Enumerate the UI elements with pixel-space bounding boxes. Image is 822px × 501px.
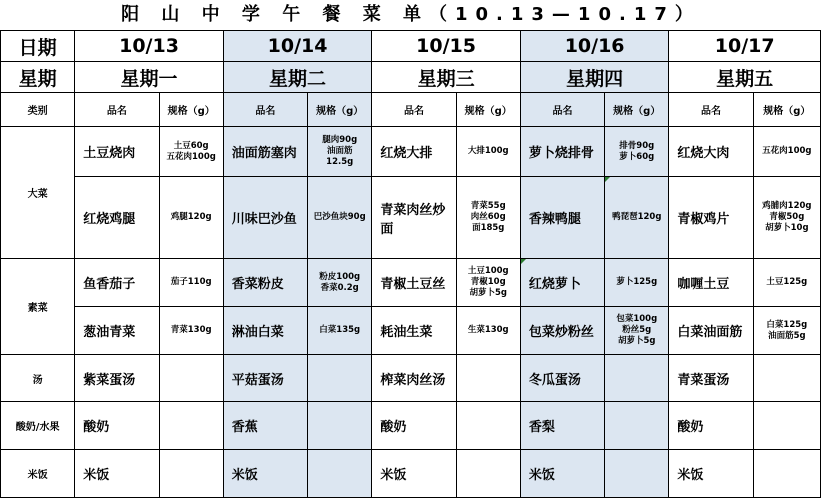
category-rice: 米饭 [1,450,75,498]
dish-name: 香菜粉皮 [223,259,307,307]
dish-name: 青椒鸡片 [669,177,753,259]
date-mon: 10/13 [75,31,224,62]
spec-header: 规格（g） [456,93,520,127]
soup-fri: 青菜蛋汤 [669,355,753,402]
date-thu: 10/16 [520,31,669,62]
soup-mon: 紫菜蛋汤 [75,355,159,402]
rice-mon: 米饭 [75,450,159,498]
empty-spec [308,402,372,450]
date-label: 日期 [1,31,75,62]
dish-name: 白菜油面筋 [669,307,753,355]
yogurt-fri: 酸奶 [669,402,753,450]
subheader-row [1,93,821,127]
dish-spec: 巴沙鱼块90g [308,177,372,259]
dish-name: 咖喱土豆 [669,259,753,307]
empty-spec [605,355,669,402]
dish-name: 包菜炒粉丝 [520,307,604,355]
yogurt-thu: 香梨 [520,402,604,450]
dish-spec: 土豆125g [753,259,820,307]
dish-header: 品名 [520,93,604,127]
lunch-menu-table [0,30,821,498]
dish-name: 鱼香茄子 [75,259,159,307]
dish-name: 耗油生菜 [372,307,456,355]
dish-spec: 土豆60g 五花肉100g [159,127,223,177]
dish-name: 青椒土豆丝 [372,259,456,307]
soup-row [1,355,821,402]
veg-row-1 [1,259,821,307]
dish-spec: 土豆100g 青椒10g 胡萝卜5g [456,259,520,307]
weekday-label: 星期 [1,62,75,93]
page-title: 阳 山 中 学 午 餐 菜 单（10.13—10.17） [121,4,701,25]
dish-spec: 腿肉90g 油面筋 12.5g [308,127,372,177]
empty-spec [605,450,669,498]
dish-spec: 茄子110g [159,259,223,307]
dish-name: 土豆烧肉 [75,127,159,177]
spec-header: 规格（g） [308,93,372,127]
category-main: 大菜 [1,127,75,259]
main-row-2 [1,177,821,259]
empty-spec [308,450,372,498]
date-row [1,31,821,62]
empty-spec [753,402,820,450]
dish-spec: 鸡脯肉120g 青椒50g 胡萝卜10g [753,177,820,259]
dish-name: 淋油白菜 [223,307,307,355]
spec-header: 规格（g） [605,93,669,127]
empty-spec [753,450,820,498]
weekday-row [1,62,821,93]
dish-spec: 白菜125g 油面筋5g [753,307,820,355]
category-yogurt: 酸奶/水果 [1,402,75,450]
spec-header: 规格（g） [753,93,820,127]
spec-header: 规格（g） [159,93,223,127]
empty-spec [159,402,223,450]
dish-name: 萝卜烧排骨 [520,127,604,177]
empty-spec [308,355,372,402]
dish-header: 品名 [223,93,307,127]
dish-spec: 鸡腿120g [159,177,223,259]
dish-spec: 青菜55g 肉丝60g 面185g [456,177,520,259]
soup-thu: 冬瓜蛋汤 [520,355,604,402]
dish-name: 香辣鸭腿 [520,177,604,259]
rice-row [1,450,821,498]
rice-thu: 米饭 [520,450,604,498]
empty-spec [456,450,520,498]
dish-spec: 粉皮100g 香菜0.2g [308,259,372,307]
rice-fri: 米饭 [669,450,753,498]
weekday-thu: 星期四 [520,62,669,93]
empty-spec [159,450,223,498]
weekday-tue: 星期二 [223,62,372,93]
dish-spec: 萝卜125g [605,259,669,307]
dish-header: 品名 [372,93,456,127]
veg-row-2 [1,307,821,355]
main-row-1 [1,127,821,177]
dish-spec: 白菜135g [308,307,372,355]
dish-name: 川味巴沙鱼 [223,177,307,259]
dish-name: 青菜肉丝炒面 [372,177,456,259]
dish-name: 红烧萝卜 [520,259,604,307]
dish-name: 红烧鸡腿 [75,177,159,259]
dish-name: 葱油青菜 [75,307,159,355]
date-fri: 10/17 [669,31,821,62]
date-tue: 10/14 [223,31,372,62]
yogurt-row [1,402,821,450]
yogurt-wed: 酸奶 [372,402,456,450]
dish-name: 红烧大排 [372,127,456,177]
category-soup: 汤 [1,355,75,402]
empty-spec [753,355,820,402]
dish-spec: 大排100g [456,127,520,177]
weekday-mon: 星期一 [75,62,224,93]
soup-tue: 平菇蛋汤 [223,355,307,402]
dish-spec: 青菜130g [159,307,223,355]
category-veg: 素菜 [1,259,75,355]
empty-spec [605,402,669,450]
weekday-fri: 星期五 [669,62,821,93]
dish-spec: 五花肉100g [753,127,820,177]
date-wed: 10/15 [372,31,521,62]
dish-spec: 生菜130g [456,307,520,355]
rice-tue: 米饭 [223,450,307,498]
dish-spec: 鸭琵琶120g [605,177,669,259]
dish-name: 红烧大肉 [669,127,753,177]
empty-spec [456,355,520,402]
dish-name: 油面筋塞肉 [223,127,307,177]
yogurt-tue: 香蕉 [223,402,307,450]
category-header: 类别 [1,93,75,127]
dish-header: 品名 [669,93,753,127]
soup-wed: 榨菜肉丝汤 [372,355,456,402]
rice-wed: 米饭 [372,450,456,498]
weekday-wed: 星期三 [372,62,521,93]
yogurt-mon: 酸奶 [75,402,159,450]
dish-spec: 排骨90g 萝卜60g [605,127,669,177]
empty-spec [159,355,223,402]
dish-header: 品名 [75,93,159,127]
dish-spec: 包菜100g 粉丝5g 胡萝卜5g [605,307,669,355]
empty-spec [456,402,520,450]
